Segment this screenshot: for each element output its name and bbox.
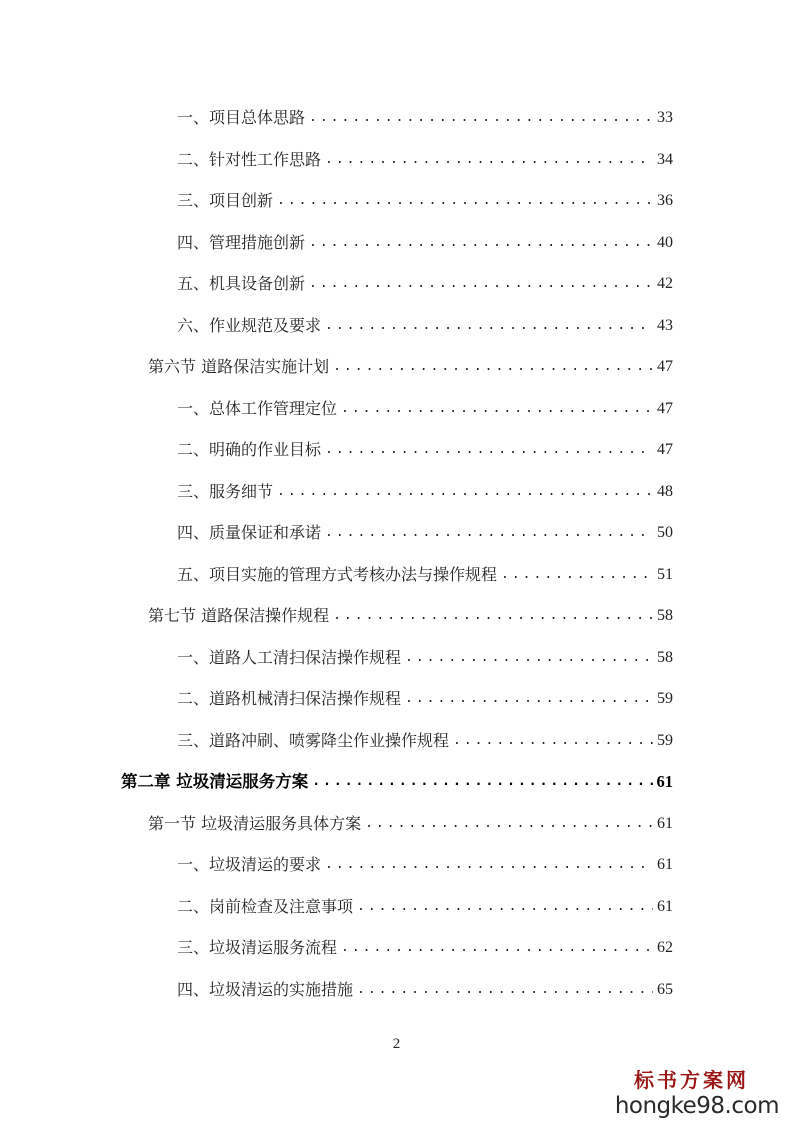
toc-chapter-entry[interactable] [121,768,673,792]
toc-entry[interactable] [177,934,673,958]
toc-entry-page: 61 [657,898,673,915]
toc-entry[interactable] [177,519,673,543]
toc-entry-page: 62 [657,939,673,956]
toc-entry-page: 59 [657,732,673,749]
toc-dot-leader [325,316,653,336]
toc-entry-page: 61 [656,772,673,791]
toc-dot-leader [341,399,653,419]
toc-entry[interactable] [177,976,673,1000]
toc-entry-title: 一、总体工作管理定位 [177,399,338,418]
toc-entry[interactable] [177,478,673,502]
toc-entry-title: 一、垃圾清运的要求 [177,855,322,874]
toc-entry[interactable] [177,187,673,211]
toc-entry-title: 第六节 道路保洁实施计划 [148,357,330,376]
toc-dot-leader [309,274,653,294]
toc-entry-page: 58 [657,649,673,666]
toc-entry-title: 二、岗前检查及注意事项 [177,897,354,916]
toc-entry-title: 二、明确的作业目标 [177,440,322,459]
toc-dot-leader [309,108,653,128]
toc-entry-title: 一、道路人工清扫保洁操作规程 [177,648,402,667]
toc-entry[interactable] [177,561,673,585]
toc-dot-leader [341,938,653,958]
toc-entry[interactable] [177,146,673,170]
toc-entry-page: 50 [657,524,673,541]
toc-entry[interactable] [177,893,673,917]
toc-entry-page: 47 [657,400,673,417]
toc-dot-leader [325,523,653,543]
toc-entry-title: 五、机具设备创新 [177,274,306,293]
toc-dot-leader [365,814,653,834]
toc-dot-leader [501,565,653,585]
toc-entry[interactable] [177,395,673,419]
toc-entry[interactable] [177,104,673,128]
toc-entry-page: 61 [657,815,673,832]
toc-entry-page: 40 [657,234,673,251]
toc-entry-title: 四、管理措施创新 [177,233,306,252]
toc-entry-page: 43 [657,317,673,334]
toc-entry[interactable] [177,727,673,751]
toc-entry-title: 三、项目创新 [177,191,274,210]
toc-dot-leader [325,440,653,460]
toc-entry[interactable] [177,644,673,668]
toc-entry-page: 51 [657,566,673,583]
toc-entry-page: 48 [657,483,673,500]
toc-dot-leader [312,772,652,792]
toc-entry-title: 四、垃圾清运的实施措施 [177,980,354,999]
toc-entry-page: 65 [657,981,673,998]
toc-dot-leader [405,689,653,709]
toc-entry-title: 一、项目总体思路 [177,108,306,127]
toc-entry[interactable] [177,270,673,294]
toc-entry-page: 42 [657,275,673,292]
toc-entry-page: 33 [657,109,673,126]
toc-dot-leader [333,606,653,626]
toc-dot-leader [357,897,653,917]
toc-section-entry[interactable] [148,810,673,834]
toc-entry-page: 47 [657,358,673,375]
toc-entry-page: 34 [657,151,673,168]
toc-entry-page: 36 [657,192,673,209]
toc-dot-leader [405,648,653,668]
toc-entry-title: 四、质量保证和承诺 [177,523,322,542]
toc-section-entry[interactable] [148,353,673,377]
watermark-url: hongke98.com [614,1093,779,1119]
toc-entry-title: 三、垃圾清运服务流程 [177,938,338,957]
toc-dot-leader [357,980,653,1000]
toc-entry[interactable] [177,685,673,709]
toc-dot-leader [277,482,653,502]
toc-entry-title: 第一节 垃圾清运服务具体方案 [148,814,362,833]
toc-dot-leader [309,233,653,253]
toc-entry-title: 第七节 道路保洁操作规程 [148,606,330,625]
toc-entry-title: 三、服务细节 [177,482,274,501]
toc-entry[interactable] [177,312,673,336]
toc-entry-page: 59 [657,690,673,707]
toc-dot-leader [333,357,653,377]
toc-entry-title: 六、作业规范及要求 [177,316,322,335]
toc-entry-page: 47 [657,441,673,458]
toc-entry-page: 61 [657,856,673,873]
toc-entry-title: 五、项目实施的管理方式考核办法与操作规程 [177,565,498,584]
toc-entry-title: 三、道路冲刷、喷雾降尘作业操作规程 [177,731,450,750]
toc-entry[interactable] [177,851,673,875]
watermark-brand: 标书方案网 [634,1068,749,1092]
toc-entry-title: 二、道路机械清扫保洁操作规程 [177,689,402,708]
toc-entry-title: 第二章 垃圾清运服务方案 [121,772,309,791]
toc-entry[interactable] [177,229,673,253]
toc-dot-leader [325,855,653,875]
toc-section-entry[interactable] [148,602,673,626]
toc-dot-leader [277,191,653,211]
toc-entry-page: 58 [657,607,673,624]
watermark [615,1064,779,1119]
toc-dot-leader [325,150,653,170]
toc-dot-leader [453,731,653,751]
toc-entry[interactable] [177,436,673,460]
page-number: 2 [392,1036,401,1052]
toc-entry-title: 二、针对性工作思路 [177,150,322,169]
